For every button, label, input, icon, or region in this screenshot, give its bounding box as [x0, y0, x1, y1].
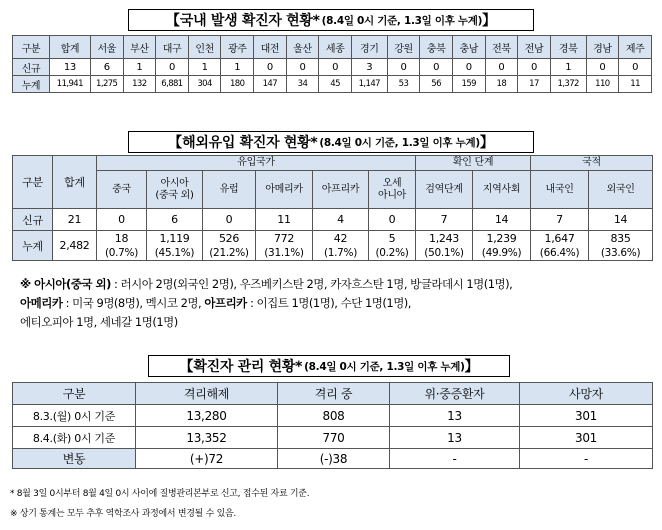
data-cell: 0 [203, 209, 256, 231]
data-cell: 7 [416, 209, 473, 231]
data-cell: 6,881 [156, 76, 189, 93]
row-label: 신규 [13, 59, 50, 76]
overseas-title: 해외유입 확진자 현황* [182, 135, 318, 151]
header-cell: 오세 아니아 [369, 171, 416, 209]
header-cell: 위·중증환자 [390, 383, 520, 405]
header-cell: 아메리카 [256, 171, 313, 209]
header-cell: 사망자 [520, 383, 653, 405]
header-cell: 내국인 [531, 171, 589, 209]
domestic-new-row [13, 59, 652, 76]
data-cell: 34 [286, 76, 319, 93]
data-cell: 1,275 [90, 76, 123, 93]
pct-cell: (0.2%) [369, 246, 416, 261]
header-cell: 지역사회 [473, 171, 531, 209]
pct-cell: (0.7%) [97, 246, 147, 261]
header-cell: 강원 [387, 36, 420, 59]
data-cell: 0 [156, 59, 189, 76]
row-label: 8.3.(월) 0시 기준 [13, 405, 136, 427]
domestic-subtitle: (8.4일 0시 기준, 1.3일 이후 누계) [321, 14, 483, 27]
data-cell: 1 [188, 59, 221, 76]
management-table [12, 382, 653, 469]
data-cell: 110 [586, 76, 619, 93]
data-cell: 1 [221, 59, 254, 76]
data-cell: 180 [221, 76, 254, 93]
domestic-title-box: 【 국내 발생 확진자 현황* (8.4일 0시 기준, 1.3일 이후 누계) 】 [128, 9, 534, 31]
note-line-america-africa [20, 294, 655, 313]
data-cell: 18 [97, 231, 147, 246]
overseas-cum-row [13, 231, 653, 246]
header-cell: 세종 [319, 36, 352, 59]
data-cell: 1,647 [531, 231, 589, 246]
header-cell: 격리해제 [136, 383, 278, 405]
note-africa-label: 아프리카 [204, 296, 247, 310]
header-cell: 아프리카 [313, 171, 369, 209]
domestic-cum-row [13, 76, 652, 93]
overseas-new-row [13, 209, 653, 231]
footnote-2: ※ 상기 통계는 모두 추후 역학조사 과정에서 변경될 수 있음. [10, 509, 236, 519]
pct-cell: (1.7%) [313, 246, 369, 261]
data-cell: 808 [278, 405, 390, 427]
data-cell: 14 [589, 209, 653, 231]
header-cell: 합계 [53, 156, 97, 209]
data-cell: (+)72 [136, 449, 278, 469]
data-cell: 11,941 [49, 76, 90, 93]
data-cell: 13,280 [136, 405, 278, 427]
overseas-title-box: 【 해외유입 확진자 현황* (8.4일 0시 기준, 1.3일 이후 누계) 】 [128, 131, 534, 153]
data-cell: 772 [256, 231, 313, 246]
data-cell: 770 [278, 427, 390, 449]
group-header-country: 유입국가 [97, 156, 416, 171]
header-cell: 제주 [619, 36, 652, 59]
data-cell: 0 [319, 59, 352, 76]
pct-cell: (21.2%) [203, 246, 256, 261]
data-cell: 835 [589, 231, 653, 246]
management-title-box: 【 확진자 관리 현황* (8.4일 0시 기준, 1.3일 이후 누계) 】 [148, 355, 510, 377]
header-cell: 검역단계 [416, 171, 473, 209]
data-cell: 6 [90, 59, 123, 76]
data-cell: 0 [619, 59, 652, 76]
management-subtitle: (8.4일 0시 기준, 1.3일 이후 누계) [304, 360, 465, 373]
management-row-0803 [13, 405, 653, 427]
note-asia-text: : 러시아 2명(외국인 2명), 우즈베키스탄 2명, 카자흐스탄 1명, 방글라데시 1명(1명), [114, 277, 513, 291]
domestic-table [12, 35, 652, 93]
data-cell: 0 [586, 59, 619, 76]
row-label: 8.4.(화) 0시 기준 [13, 427, 136, 449]
data-cell: 7 [531, 209, 589, 231]
data-cell: 147 [254, 76, 287, 93]
header-cell: 대전 [254, 36, 287, 59]
row-label: 누계 [13, 76, 50, 93]
header-cell: 충북 [420, 36, 453, 59]
pct-cell: (50.1%) [416, 246, 473, 261]
data-cell: 13,352 [136, 427, 278, 449]
data-cell: 3 [351, 59, 387, 76]
overseas-pct-row [13, 246, 653, 261]
overseas-group-row [13, 156, 653, 171]
data-cell: 0 [485, 59, 518, 76]
data-cell: 0 [452, 59, 485, 76]
data-cell: 301 [520, 405, 653, 427]
data-cell: 0 [97, 209, 147, 231]
data-cell: 1,243 [416, 231, 473, 246]
data-cell: 0 [420, 59, 453, 76]
management-row-change [13, 449, 653, 469]
header-cell: 전북 [485, 36, 518, 59]
header-cell: 구분 [13, 156, 53, 209]
overseas-notes [20, 275, 655, 332]
overseas-table [12, 155, 653, 261]
header-cell: 경남 [586, 36, 619, 59]
header-cell: 서울 [90, 36, 123, 59]
header-cell: 광주 [221, 36, 254, 59]
data-cell: 13 [390, 405, 520, 427]
data-cell: 1,119 [147, 231, 203, 246]
data-cell: 42 [313, 231, 369, 246]
data-cell: (-)38 [278, 449, 390, 469]
row-label: 변동 [13, 449, 136, 469]
header-cell: 아시아 (중국 외) [147, 171, 203, 209]
note-line-asia [20, 275, 655, 294]
header-cell: 유럽 [203, 171, 256, 209]
domestic-header-row [13, 36, 652, 59]
data-cell: 0 [387, 59, 420, 76]
management-row-0804 [13, 427, 653, 449]
data-cell: 56 [420, 76, 453, 93]
data-cell: 13 [390, 427, 520, 449]
data-cell: 1,372 [550, 76, 586, 93]
overseas-subtitle: (8.4일 0시 기준, 1.3일 이후 누계) [319, 136, 480, 149]
data-cell: 5 [369, 231, 416, 246]
data-cell: 45 [319, 76, 352, 93]
data-cell: 526 [203, 231, 256, 246]
header-cell: 격리 중 [278, 383, 390, 405]
data-cell: 0 [518, 59, 551, 76]
data-cell: 18 [485, 76, 518, 93]
data-cell: 4 [313, 209, 369, 231]
header-cell: 전남 [518, 36, 551, 59]
header-cell: 경기 [351, 36, 387, 59]
data-cell: 17 [518, 76, 551, 93]
total-cell: 2,482 [53, 231, 97, 261]
data-cell: 1,147 [351, 76, 387, 93]
data-cell: - [390, 449, 520, 469]
header-cell: 경북 [550, 36, 586, 59]
data-cell: 0 [369, 209, 416, 231]
note-america-label: 아메리카 [20, 296, 63, 310]
data-cell: - [520, 449, 653, 469]
data-cell: 159 [452, 76, 485, 93]
header-cell: 외국인 [589, 171, 653, 209]
domestic-title: 국내 발생 확진자 현황* [179, 13, 320, 29]
header-cell: 울산 [286, 36, 319, 59]
data-cell: 0 [254, 59, 287, 76]
pct-cell: (33.6%) [589, 246, 653, 261]
row-label: 신규 [13, 209, 53, 231]
header-cell: 대구 [156, 36, 189, 59]
data-cell: 1 [123, 59, 156, 76]
pct-cell: (49.9%) [473, 246, 531, 261]
header-cell: 합계 [49, 36, 90, 59]
header-cell: 충남 [452, 36, 485, 59]
data-cell: 301 [520, 427, 653, 449]
header-cell: 중국 [97, 171, 147, 209]
data-cell: 14 [473, 209, 531, 231]
data-cell: 53 [387, 76, 420, 93]
header-cell: 구분 [13, 36, 50, 59]
group-header-nationality: 국적 [531, 156, 653, 171]
data-cell: 1 [550, 59, 586, 76]
row-label: 누계 [13, 231, 53, 261]
data-cell: 11 [619, 76, 652, 93]
note-america-text: : 미국 9명(8명), 멕시코 2명, [65, 296, 202, 310]
data-cell: 132 [123, 76, 156, 93]
note-asia-label: ※ 아시아(중국 외) [20, 277, 111, 291]
note-line-3: 에티오피아 1명, 세네갈 1명(1명) [20, 315, 178, 329]
data-cell: 13 [49, 59, 90, 76]
pct-cell: (31.1%) [256, 246, 313, 261]
overseas-subheader-row [13, 171, 653, 209]
header-cell: 인천 [188, 36, 221, 59]
data-cell: 0 [286, 59, 319, 76]
header-cell: 부산 [123, 36, 156, 59]
total-cell: 21 [53, 209, 97, 231]
data-cell: 1,239 [473, 231, 531, 246]
pct-cell: (45.1%) [147, 246, 203, 261]
note-africa-text: : 이집트 1명(1명), 수단 1명(1명), [249, 296, 411, 310]
data-cell: 304 [188, 76, 221, 93]
footnote-1: * 8월 3일 0시부터 8월 4일 0시 사이에 질병관리본부로 신고, 접수된 자료 기준. [10, 489, 310, 499]
group-header-stage: 확인 단계 [416, 156, 531, 171]
data-cell: 11 [256, 209, 313, 231]
management-title: 확진자 관리 현황* [193, 359, 303, 375]
management-header-row [13, 383, 653, 405]
header-cell: 구분 [13, 383, 136, 405]
pct-cell: (66.4%) [531, 246, 589, 261]
data-cell: 6 [147, 209, 203, 231]
